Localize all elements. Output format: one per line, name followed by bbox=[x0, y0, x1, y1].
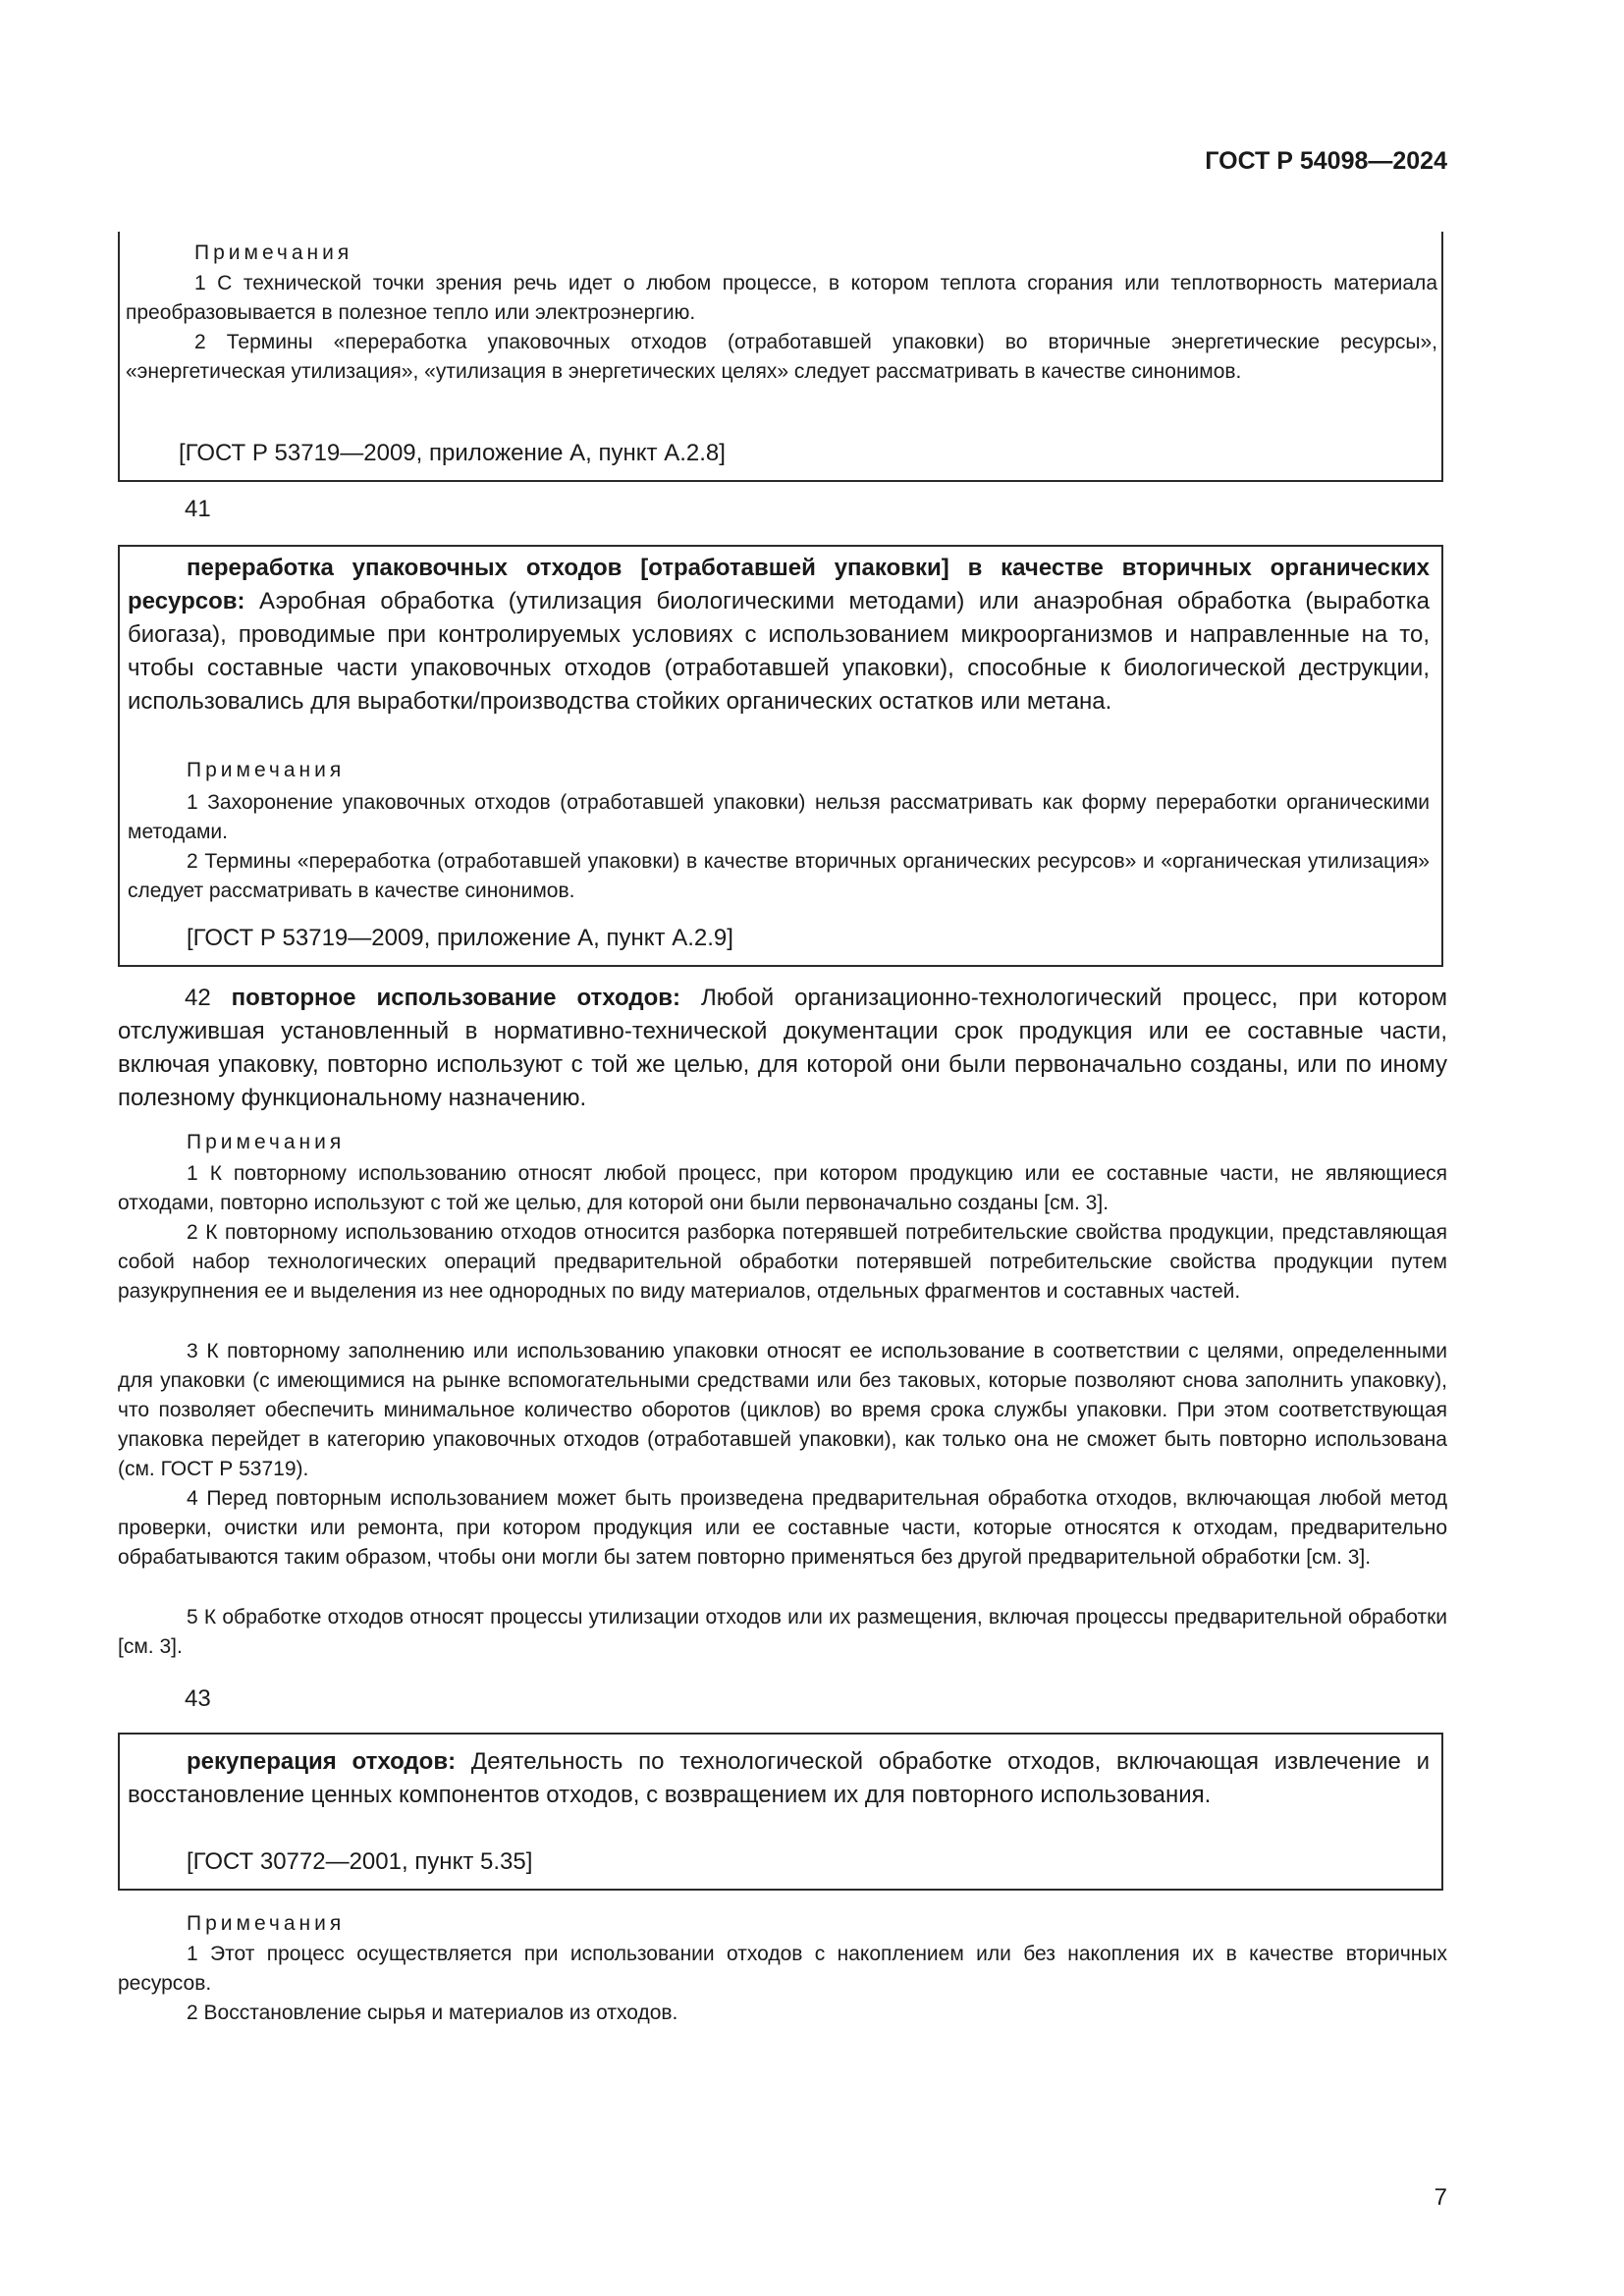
definition-text: Деятельность по технологической обработке отходов, включающая извлечение и восстановление ценных компонентов отходов, с возвращением их для повторного использования. bbox=[128, 1748, 1430, 1808]
note-item: 1 С технической точки зрения речь идет о любом процессе, в котором теплота сгорания или теплотворность материала преобразовывается в полезное тепло или электроэнергию. bbox=[126, 272, 1437, 324]
document-id: ГОСТ Р 54098—2024 bbox=[1205, 147, 1447, 175]
note-item: 2 Термины «переработка (отработавшей упаковки) в качестве вторичных органических ресурсов» и «органическая утилизация» следует рассматривать в качестве синонимов. bbox=[128, 850, 1430, 902]
note-item: 3 К повторному заполнению или использованию упаковки относят ее использование в соответствии с целями, определенными для упаковки (с имеющимися на рынке вспомогательными средствами или без таковых, которые позволяют снова заполнить упаковку), что позволяет обеспечить минимальное количество оборотов (циклов) во время срока службы упаковки. При этом соответствующая упаковка перейдет в категорию упаковочных отходов (отработавшей упаковки), как только она не сможет быть повторно использована (см. ГОСТ Р 53719). bbox=[118, 1340, 1447, 1480]
term-definition bbox=[128, 1745, 1430, 1812]
term-number: 43 bbox=[185, 1685, 211, 1712]
term-number: 41 bbox=[185, 496, 211, 522]
term-name: рекуперация отходов: bbox=[187, 1748, 457, 1775]
term-definition bbox=[118, 982, 1447, 1115]
source-reference: [ГОСТ Р 53719—2009, приложение А, пункт А.2.9] bbox=[187, 925, 733, 951]
term-definition bbox=[128, 552, 1430, 719]
term-name: переработка упаковочных отходов [отработавшей упаковки] в качестве вторичных органических ресурсов: bbox=[128, 555, 1430, 614]
notes-heading: Примечания bbox=[194, 241, 353, 264]
source-reference: [ГОСТ Р 53719—2009, приложение А, пункт А.2.8] bbox=[179, 440, 726, 466]
note-item: 1 Захоронение упаковочных отходов (отработавшей упаковки) нельзя рассматривать как форму переработки органическими методами. bbox=[128, 791, 1430, 843]
notes-heading: Примечания bbox=[187, 759, 346, 781]
definition-text: Любой организационно-технологический процесс, при котором отслужившая установленный в нормативно-технической документации срок продукция или ее составные части, включая упаковку, повторно используют с той же целью, для которой они были первоначально созданы, или по иному полезному функциональному назначению. bbox=[118, 985, 1447, 1111]
note-item: 4 Перед повторным использованием может быть произведена предварительная обработка отходов, включающая любой метод проверки, очистки или ремонта, при котором продукция или ее составные части, которые относятся к отходам, предварительно обрабатываются таким образом, чтобы они могли бы затем повторно применяться без другой предварительной обработки [см. 3]. bbox=[118, 1487, 1447, 1569]
note-item: 5 К обработке отходов относят процессы утилизации отходов или их размещения, включая процессы предварительной обработки [см. 3]. bbox=[118, 1606, 1447, 1658]
notes-heading: Примечания bbox=[187, 1912, 346, 1935]
page-number: 7 bbox=[1434, 2184, 1447, 2211]
note-item: 2 Термины «переработка упаковочных отходов (отработавшей упаковки) во вторичные энергетические ресурсы», «энергетическая утилизация», «утилизация в энергетических целях» следует рассматривать в качестве синонимов. bbox=[126, 331, 1437, 383]
note-item: 1 Этот процесс осуществляется при использовании отходов с накоплением или без накопления их в качестве вторичных ресурсов. bbox=[118, 1943, 1447, 1995]
definition-text: Аэробная обработка (утилизация биологическими методами) или анаэробная обработка (выработка биогаза), проводимые при контролируемых условиях с использованием микроорганизмов и направленные на то, чтобы составные части упаковочных отходов (отработавшей упаковки), способные к биологической деструкции, использовались для выработки/производства стойких органических остатков или метана. bbox=[128, 588, 1431, 715]
term-name: повторное использование отходов: bbox=[231, 985, 680, 1011]
term-number: 42 bbox=[185, 985, 211, 1011]
note-item: 2 Восстановление сырья и материалов из отходов. bbox=[187, 2002, 678, 2024]
note-item: 1 К повторному использованию относят любой процесс, при котором продукцию или ее составные части, не являющиеся отходами, повторно используют с той же целью, для которой они были первоначально созданы [см. 3]. bbox=[118, 1162, 1447, 1214]
note-item: 2 К повторному использованию отходов относится разборка потерявшей потребительские свойства продукции, представляющая собой набор технологических операций предварительной обработки потерявшей потребительские свойства продукции путем разукрупнения ее и выделения из нее однородных по виду материалов, отдельных фрагментов и составных частей. bbox=[118, 1221, 1447, 1303]
notes-heading: Примечания bbox=[187, 1131, 346, 1153]
source-reference: [ГОСТ 30772—2001, пункт 5.35] bbox=[187, 1848, 533, 1875]
